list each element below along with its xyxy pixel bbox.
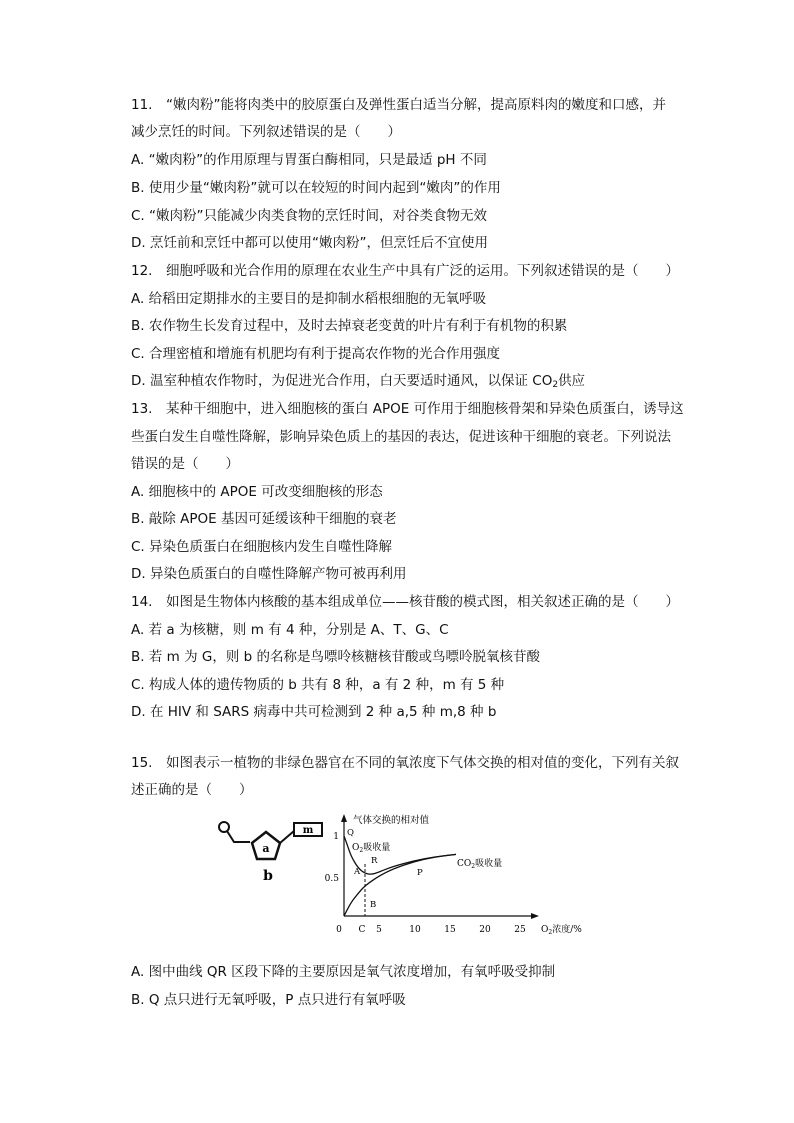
x-tick-5: 5 xyxy=(376,925,382,935)
x-axis-arrow xyxy=(531,913,539,919)
q12-option-c: C. 合理密植和增施有机肥均有利于提高农作物的光合作用强度 xyxy=(131,346,501,362)
q14-option-b: B. 若 m 为 G，则 b 的名称是鸟嘌呤核糖核苷酸或鸟嘌呤脱氧核苷酸 xyxy=(131,649,540,665)
y-tick-0-5: 0.5 xyxy=(324,874,339,884)
q12-option-d-prefix: D. 温室种植农作物时，为促进光合作用，白天要适时通风，以保证 CO xyxy=(131,373,553,389)
q13-stem-line2: 些蛋白发生自噬性降解，影响异染色质上的基因的表达，促进该种干细胞的衰老。下列说法 xyxy=(131,429,671,445)
q13-option-b: B. 敲除 APOE 基因可延缓该种干细胞的衰老 xyxy=(131,511,397,527)
q15-stem-line1: 15. 如图表示一植物的非绿色器官在不同的氧浓度下气体交换的相对值的变化，下列有关叙 xyxy=(131,755,679,771)
point-p-label: P xyxy=(417,868,423,878)
point-a-label: A xyxy=(354,867,361,877)
q13-stem-line3: 错误的是（ ） xyxy=(131,456,239,472)
q15-option-b: B. Q 点只进行无氧呼吸，P 点只进行有氧呼吸 xyxy=(131,992,406,1008)
o2-curve xyxy=(344,854,456,916)
q12-option-a: A. 给稻田定期排水的主要目的是抑制水稻根细胞的无氧呼吸 xyxy=(131,291,487,307)
q14-option-c: C. 构成人体的遗传物质的 b 共有 8 种，a 有 2 种，m 有 5 种 xyxy=(131,677,505,693)
y-tick-1: 1 xyxy=(333,832,339,842)
x-tick-0: 0 xyxy=(336,925,342,935)
nucleotide-diagram xyxy=(214,812,334,892)
phosphate-bond xyxy=(227,831,250,842)
q12-option-d xyxy=(131,371,711,391)
unit-label: b xyxy=(263,868,273,884)
o2-series-label: $O_2$吸收量 xyxy=(352,843,391,854)
q11-option-b: B. 使用少量“嫩肉粉”就可以在较短的时间内起到“嫩肉”的作用 xyxy=(131,180,501,196)
point-r-label: R xyxy=(371,856,378,866)
y-axis-label: 气体交换的相对值 xyxy=(353,815,430,826)
q11-option-a: A. “嫩肉粉”的作用原理与胃蛋白酶相同，只是最适 pH 不同 xyxy=(131,152,487,168)
x-tick-20: 20 xyxy=(479,925,491,935)
q12-option-b: B. 农作物生长发育过程中，及时去掉衰老变黄的叶片有利于有机物的积累 xyxy=(131,318,568,334)
q12-stem-line1: 12. 细胞呼吸和光合作用的原理在农业生产中具有广泛的运用。下列叙述错误的是（ ） xyxy=(131,263,679,279)
q11-stem-line2: 减少烹饪的时间。下列叙述错误的是（ ） xyxy=(131,124,401,140)
co2-curve xyxy=(344,836,456,874)
q14-stem-line1: 14. 如图是生物体内核酸的基本组成单位——核苷酸的模式图，相关叙述正确的是（ ） xyxy=(131,594,679,610)
point-q-label: Q xyxy=(347,828,354,838)
x-tick-15: 15 xyxy=(444,925,456,935)
q11-stem-line1: 11. “嫩肉粉”能将肉类中的胶原蛋白及弹性蛋白适当分解，提高原料肉的嫩度和口感，并 xyxy=(131,97,666,113)
gas-exchange-chart xyxy=(324,805,588,940)
q11-option-c: C. “嫩肉粉”只能减少肉类食物的烹饪时间，对谷类食物无效 xyxy=(131,208,487,224)
q15-stem-line2: 述正确的是（ ） xyxy=(131,782,253,798)
x-tick-10: 10 xyxy=(409,925,421,935)
base-bond xyxy=(280,831,294,843)
q13-stem-line1: 13. 某种干细胞中，进入细胞核的蛋白 APOE 可作用于细胞核骨架和异染色质蛋白，诱导这 xyxy=(131,401,684,417)
point-b-label: B xyxy=(370,900,377,910)
sugar-label: a xyxy=(262,842,270,855)
q14-option-a: A. 若 a 为核糖，则 m 有 4 种，分别是 A、T、G、C xyxy=(131,622,449,638)
co2-series-label: $CO_2$吸收量 xyxy=(457,859,503,870)
q15-option-a: A. 图中曲线 QR 区段下降的主要原因是氧气浓度增加，有氧呼吸受抑制 xyxy=(131,964,556,980)
x-axis-label: $O_2$浓度/% xyxy=(541,925,582,936)
q13-option-a: A. 细胞核中的 APOE 可改变细胞核的形态 xyxy=(131,484,383,500)
q11-option-d: D. 烹饪前和烹饪中都可以使用“嫩肉粉”，但烹饪后不宜使用 xyxy=(131,235,488,251)
y-axis-arrow xyxy=(341,814,347,822)
phosphate-circle xyxy=(219,822,229,832)
q13-option-c: C. 异染色质蛋白在细胞核内发生自噬性降解 xyxy=(131,539,393,555)
q14-option-d: D. 在 HIV 和 SARS 病毒中共可检测到 2 种 a,5 种 m,8 种 b xyxy=(131,704,497,720)
q13-option-d: D. 异染色质蛋白的自噬性降解产物可被再利用 xyxy=(131,566,407,582)
q12-option-d-sub: 2 xyxy=(552,380,559,390)
base-label: m xyxy=(302,825,314,836)
x-tick-25: 25 xyxy=(514,925,526,935)
x-tick-c: C xyxy=(358,925,366,935)
q12-option-d-suffix: 供应 xyxy=(558,373,586,389)
